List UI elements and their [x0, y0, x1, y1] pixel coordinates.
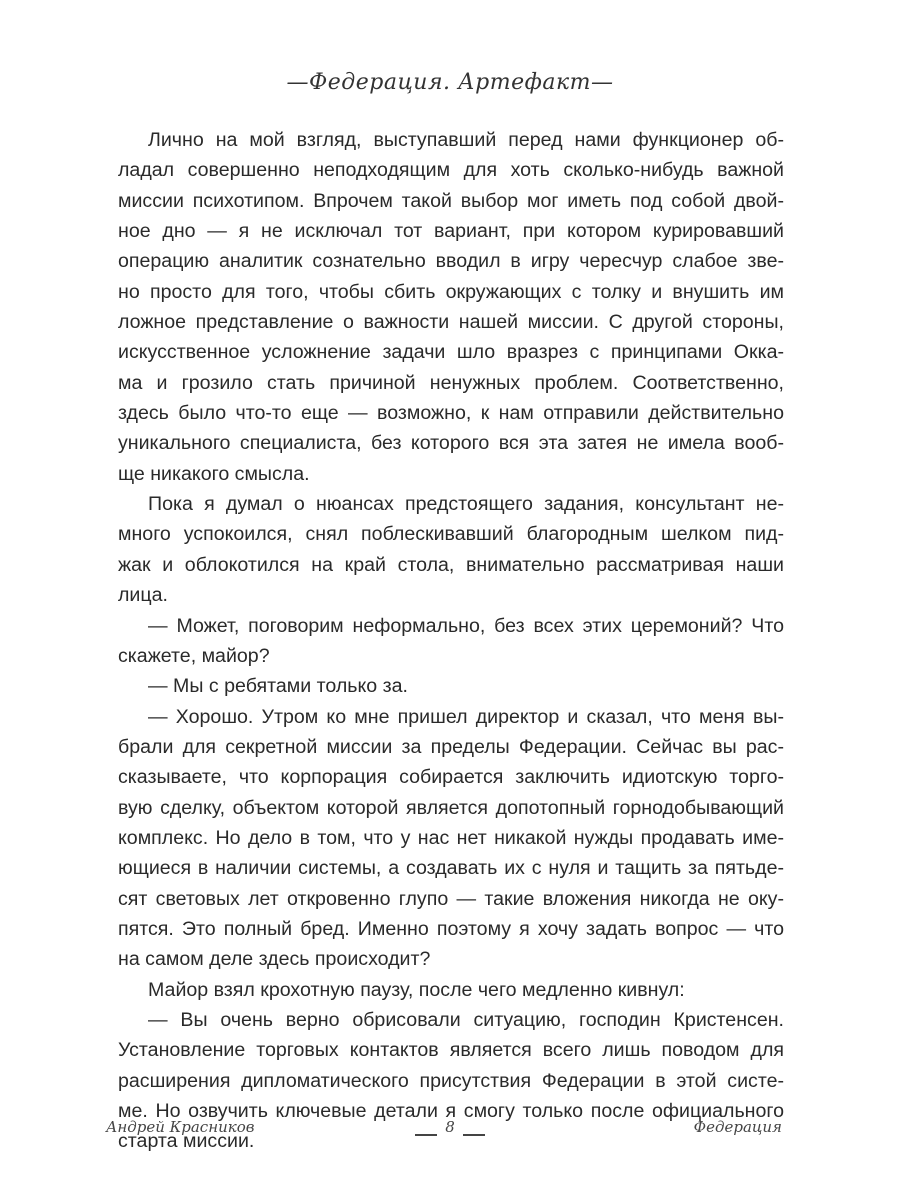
- footer-page-number: [400, 1118, 500, 1136]
- text-line: ложное представление о важности нашей миссии. С другой стороны,: [118, 311, 784, 334]
- text-line: старта миссии.: [118, 1130, 255, 1153]
- text-line: — Мы с ребятами только за.: [148, 675, 408, 698]
- text-line: Лично на мой взгляд, выступавший перед нами функционер об-: [148, 129, 784, 151]
- text-line: комплекс. Но дело в том, что у нас нет никакой нужды продавать име-: [118, 826, 784, 849]
- footer-book-title: Федерация: [693, 1118, 782, 1136]
- text-line: но просто для того, чтобы сбить окружающих с толку и внушить им: [118, 280, 784, 303]
- paragraph: [118, 702, 784, 975]
- paragraph: [118, 975, 784, 1005]
- text-line: вую сделку, объектом которой является допотопный горнодобывающий: [118, 796, 784, 819]
- text-line: — Хорошо. Утром ко мне пришел директор и сказал, что меня вы-: [148, 705, 784, 728]
- text-line: ющиеся в наличии системы, а создавать их с нуля и тащить за пятьде-: [118, 857, 784, 880]
- text-line: скажете, майор?: [118, 644, 270, 667]
- text-line: искусственное усложнение задачи шло вразрез с принципами Окка-: [118, 341, 784, 364]
- text-line: операцию аналитик сознательно вводил в игру чересчур слабое зве-: [118, 250, 784, 273]
- page-number: 8: [445, 1118, 455, 1136]
- text-line: Пока я думал о нюансах предстоящего задания, консультант не-: [148, 493, 784, 516]
- text-line: ще никакого смысла.: [118, 462, 310, 485]
- text-line: расширения дипломатического присутствия Федерации в этой систе-: [118, 1069, 784, 1092]
- dash-right: [463, 1134, 485, 1136]
- text-line: уникального специалиста, без которого вся эта затея не имела вооб-: [118, 432, 784, 455]
- text-line: Установление торговых контактов является всего лишь поводом для: [118, 1039, 784, 1062]
- page-body: [118, 125, 784, 1157]
- text-line: ма и грозило стать причиной ненужных проблем. Соответственно,: [118, 371, 784, 394]
- running-header: —Федерация. Артефакт—: [286, 70, 614, 95]
- text-line: ладал совершенно неподходящим для хоть сколько-нибудь важной: [118, 159, 784, 182]
- paragraph: [118, 125, 784, 489]
- text-line: сказываете, что корпорация собирается заключить идиотскую торго-: [118, 766, 784, 789]
- text-line: сят световых лет откровенно глупо — такие вложения никогда не оку-: [118, 887, 784, 910]
- text-line: на самом деле здесь происходит?: [118, 948, 431, 971]
- paragraph: [118, 671, 784, 701]
- text-line: пятся. Это полный бред. Именно поэтому я хочу задать вопрос — что: [118, 917, 784, 940]
- text-line: — Вы очень верно обрисовали ситуацию, господин Кристенсен.: [148, 1008, 784, 1031]
- text-line: лица.: [118, 584, 168, 607]
- text-line: много успокоился, снял поблескивавший благородным шелком пид-: [118, 523, 784, 546]
- text-line: ме. Но озвучить ключевые детали я смогу только после официального: [118, 1100, 784, 1122]
- text-line: миссии психотипом. Впрочем такой выбор мог иметь под собой двой-: [118, 189, 784, 212]
- dash-left: [415, 1134, 437, 1136]
- text-line: ное дно — я не исключал тот вариант, при котором курировавший: [118, 220, 784, 243]
- footer-author: Андрей Красников: [106, 1118, 255, 1136]
- text-line: жак и облокотился на край стола, внимательно рассматривая наши: [118, 553, 784, 576]
- text-line: — Может, поговорим неформально, без всех этих церемоний? Что: [148, 614, 784, 637]
- paragraph: [118, 611, 784, 672]
- text-line: Майор взял крохотную паузу, после чего медленно кивнул:: [148, 978, 685, 1001]
- text-line: здесь было что-то еще — возможно, к нам отправили действительно: [118, 402, 784, 425]
- text-line: брали для секретной миссии за пределы Федерации. Сейчас вы рас-: [118, 735, 784, 758]
- paragraph: [118, 489, 784, 610]
